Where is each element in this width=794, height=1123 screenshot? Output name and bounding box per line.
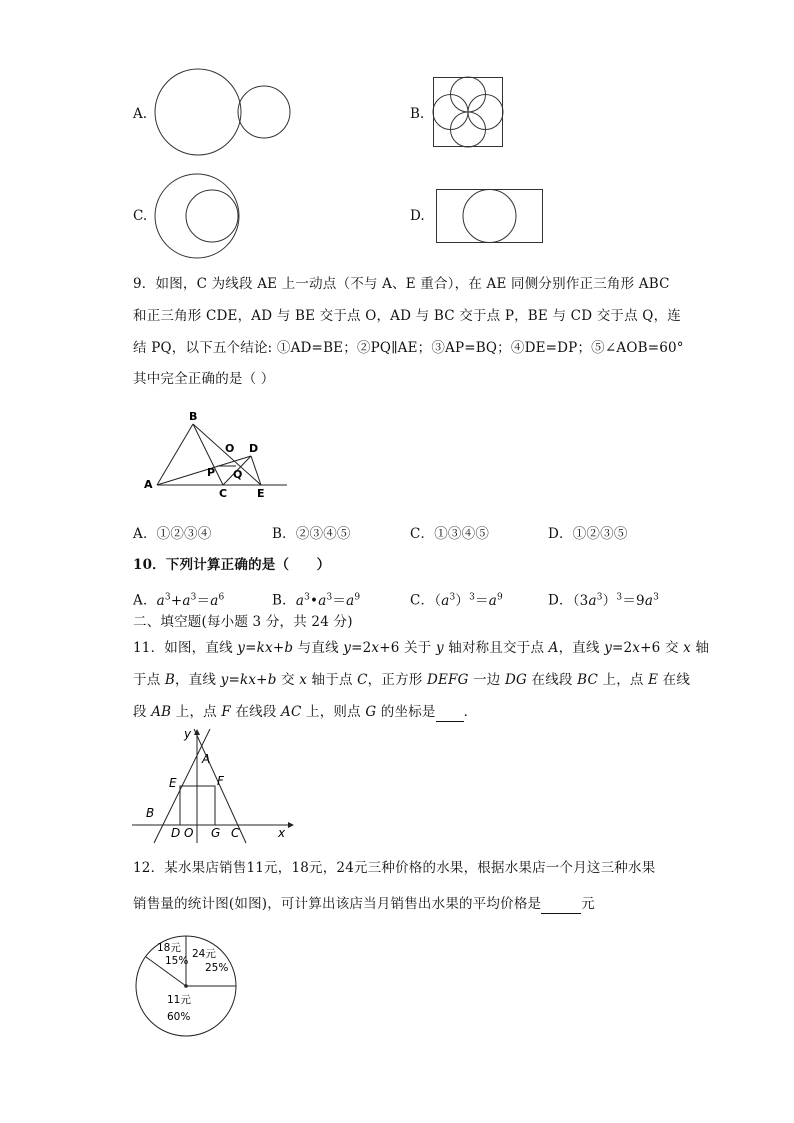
q10-option-b-formula: $a^3•a^3=a^9$: [295, 592, 361, 609]
q9-option-b: B．②③④⑤: [272, 526, 351, 542]
q12-pie-chart: [135, 935, 265, 1045]
large-circle: [155, 69, 241, 155]
q9-option-c: C．①③④⑤: [410, 526, 490, 542]
outer-circle: [155, 174, 239, 258]
rectangle: [437, 190, 543, 243]
q9-line-4: 其中完全正确的是（ ）: [133, 371, 275, 387]
label-f: F: [217, 774, 224, 788]
q10-option-b: [272, 587, 360, 611]
q10-option-b-label: B．: [272, 592, 296, 609]
q10-stem: 10．下列计算正确的是（ ）: [133, 557, 331, 573]
q11-line-2: 于点 B，直线 y=kx+b 交 x 轴于点 C，正方形 DEFG 一边 DG 在线段 BC 上，点 E 在线: [133, 672, 691, 688]
label-c: C: [219, 487, 228, 500]
q10-option-d-formula: $(3a^3)^3=9a^3$: [572, 592, 659, 609]
petal-circle-top: [451, 77, 486, 112]
label-d: D: [171, 826, 181, 840]
q10-option-a-label: A．: [133, 592, 157, 609]
slice-label-24: 24元: [192, 948, 216, 960]
q8-option-d-label: D.: [410, 208, 425, 224]
q9-line-1: 9．如图，C 为线段 AE 上一动点（不与 A、E 重合），在 AE 同侧分别作正三角形 ABC: [133, 276, 670, 292]
label-a: A: [144, 478, 153, 491]
q8-option-b-label: B.: [410, 106, 425, 122]
label-b: B: [189, 410, 198, 423]
q12-line-2: [133, 894, 595, 914]
pie-center: [184, 984, 188, 988]
q9-figure: [143, 408, 303, 498]
small-circle: [238, 86, 290, 138]
q8-option-b-figure: [433, 77, 513, 157]
q9-line-2: 和正三角形 CDE，AD 与 BE 交于点 O，AD 与 BC 交于点 P，BE 与 CD 交于点 Q，连: [133, 308, 681, 324]
slice-value-11: 60%: [167, 1011, 191, 1023]
q8-option-a-label: A.: [133, 106, 148, 122]
q8-option-a-figure: [155, 60, 315, 170]
inner-circle: [186, 190, 238, 242]
label-x: x: [278, 826, 286, 840]
q11-line-1: 11．如图，直线 y=kx+b 与直线 y=2x+6 关于 y 轴对称且交于点 A，直线 y=2x+6 交 x 轴: [133, 640, 710, 656]
q12-unit: 元: [581, 896, 595, 912]
q9-option-a: A．①②③④: [133, 526, 212, 542]
q8-option-c-label: C.: [133, 208, 148, 224]
slice-value-24: 25%: [205, 962, 229, 974]
label-e: E: [169, 776, 177, 790]
label-y: y: [184, 727, 192, 741]
x-axis-arrow: [288, 822, 294, 828]
petal-circle-bottom: [451, 112, 486, 147]
q10-option-c-label: C．: [410, 592, 435, 609]
label-c: C: [231, 826, 240, 840]
label-b: B: [146, 806, 155, 820]
q12-answer-blank[interactable]: [541, 899, 581, 914]
label-d: D: [249, 442, 259, 455]
petal-circle-right: [468, 95, 503, 130]
q9-line-3: 结 PQ，以下五个结论: ①AD=BE；②PQ∥AE；③AP=BQ；④DE=DP；⑤∠AOB=60°: [133, 340, 684, 356]
q8-option-c-figure: [155, 172, 255, 272]
section-2-heading: 二、填空题(每小题 3 分，共 24 分): [133, 614, 353, 630]
q12-line-2-text: 销售量的统计图(如图)，可计算出该店当月销售出水果的平均价格是: [133, 896, 542, 912]
petal-circle-left: [433, 95, 468, 130]
q10-option-a: [133, 587, 224, 611]
q11-line-3: 段 AB 上，点 F 在线段 AC 上，则点 G 的坐标是 ．: [133, 704, 478, 720]
label-p: P: [207, 466, 216, 479]
q9-option-d: D．①②③⑤: [548, 526, 628, 542]
q11-answer-blank[interactable]: [436, 707, 464, 722]
label-g: G: [211, 826, 221, 840]
slice-value-18: 15%: [165, 955, 189, 967]
q11-figure: [130, 725, 300, 845]
q10-option-a-formula: $a^3+a^3=a^6$: [156, 592, 225, 609]
label-a: A: [202, 752, 211, 766]
q8-option-d-figure: [436, 189, 556, 249]
q12-line-1: 12．某水果店销售11元，18元，24元三种价格的水果，根据水果店一个月这三种水果: [133, 860, 656, 876]
q10-option-c: [410, 587, 503, 611]
label-o: O: [184, 826, 194, 840]
slice-label-11: 11元: [167, 994, 191, 1006]
q10-option-c-formula: $(a^3)^3=a^9$: [434, 592, 503, 609]
label-e: E: [257, 487, 265, 500]
q10-option-d: [548, 587, 659, 611]
label-q: Q: [233, 468, 243, 481]
label-o: O: [225, 442, 235, 455]
inscribed-circle: [463, 190, 516, 243]
q10-option-d-label: D．: [548, 592, 573, 609]
slice-label-18: 18元: [157, 942, 181, 954]
